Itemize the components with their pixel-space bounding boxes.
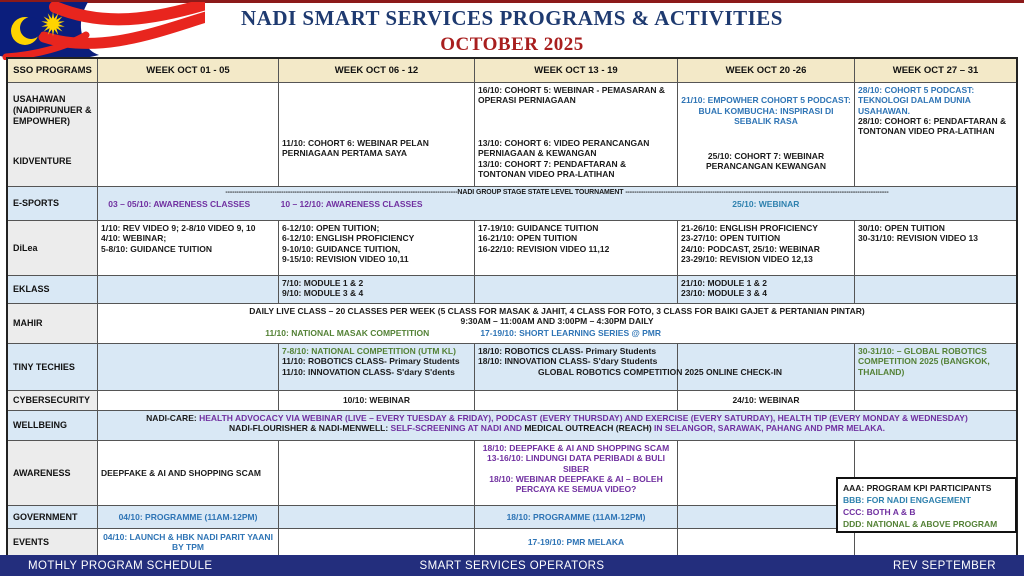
cell-eklass-w5 <box>855 276 1016 304</box>
footer-bar <box>0 555 1024 576</box>
row-label-kidventure: KIDVENTURE <box>8 136 98 187</box>
schedule-text: 9/10: MODULE 3 & 4 <box>282 288 364 299</box>
schedule-text: 18/10: WEBINAR DEEPFAKE & AI – BOLEH PERCAYA KE SEMUA VIDEO? <box>489 474 663 495</box>
cell-tinytechies-w5 <box>855 344 1016 391</box>
schedule-line <box>101 306 1013 316</box>
schedule-line <box>478 159 674 180</box>
schedule-text: 21-26/10: ENGLISH PROFICIENCY <box>681 223 818 233</box>
schedule-text: 9:30AM – 11:00AM AND 3:00PM – 4:30PM DAILY <box>460 316 654 327</box>
schedule-text: 1/10: REV VIDEO 9; 2-8/10 VIDEO 9, 10 <box>101 223 256 233</box>
schedule-text: 7/10: MODULE 1 & 2 <box>282 278 364 288</box>
table-header-row <box>8 59 1016 83</box>
schedule-line <box>101 316 1013 326</box>
page-subtitle-month: OCTOBER 2025 <box>440 34 584 55</box>
schedule-text: 13-16/10: LINDUNGI DATA PERIBADI & BULI SIBER <box>487 453 665 474</box>
schedule-text: 28/10: COHORT 5 PODCAST: TEKNOLOGI DALAM DUNIA USAHAWAN. <box>858 85 975 116</box>
schedule-line <box>282 244 471 254</box>
schedule-text: NADI-CARE: <box>146 413 200 423</box>
schedule-line <box>282 233 471 243</box>
schedule-line <box>478 346 674 356</box>
schedule-line <box>681 151 851 172</box>
schedule-line <box>681 278 851 288</box>
schedule-text: DAILY LIVE CLASS – 20 CLASSES PER WEEK (5 CLASS FOR MASAK & JAHIT, 4 CLASS FOR FOTO, 3 CLASS FOR BAIKI GAJET & PERTANIAN PINTAR) <box>249 306 865 316</box>
schedule-text: 6-12/10: ENGLISH PROFICIENCY <box>282 233 415 244</box>
schedule-text: 9-15/10: REVISION VIDEO 10,11 <box>282 254 409 265</box>
schedule-line <box>681 233 851 243</box>
schedule-line <box>681 244 851 254</box>
schedule-text: 6-12/10: OPEN TUITION; <box>282 223 380 233</box>
schedule-line <box>858 233 1013 243</box>
cell-usahawan-w1 <box>98 83 279 140</box>
header <box>0 6 1024 56</box>
schedule-line <box>101 423 1013 433</box>
schedule-text: 30-31/10: – GLOBAL ROBOTICS COMPETITION 2025 (BANGKOK, THAILAND) <box>858 346 990 377</box>
schedule-text: 7-8/10: NATIONAL COMPETITION (UTM KL) <box>282 346 456 356</box>
legend-line-3: DDD: NATIONAL & ABOVE PROGRAM <box>843 519 998 529</box>
row-mahir <box>8 304 1016 344</box>
schedule-line <box>101 468 275 478</box>
schedule-text: 25/10: COHORT 7: WEBINAR PERANCANGAN KEWANGAN <box>706 150 826 171</box>
schedule-item: 10 – 12/10: AWARENESS CLASSES <box>280 198 423 209</box>
schedule-text: 30-31/10: REVISION VIDEO 13 <box>858 233 978 244</box>
cell-eklass-w3 <box>475 276 678 304</box>
row-label-mahir: MAHIR <box>8 304 98 344</box>
row-wellbeing <box>8 411 1016 441</box>
schedule-text: 18/10: PROGRAMME (11AM-12PM) <box>506 511 646 522</box>
schedule-text: GLOBAL ROBOTICS COMPETITION 2025 ONLINE CHECK-IN <box>538 366 783 377</box>
row-dilea <box>8 221 1016 276</box>
cell-kidventure-w1 <box>98 136 279 187</box>
schedule-line <box>282 395 471 405</box>
schedule-line <box>478 233 674 243</box>
footer-right-text: REV SEPTEMBER <box>893 559 996 572</box>
row-label-dilea: DiLea <box>8 221 98 276</box>
schedule-line <box>478 443 674 453</box>
cell-mahir-span <box>98 304 1016 344</box>
schedule-text: MEDICAL OUTREACH (REACH) <box>524 423 655 434</box>
schedule-text: 23-27/10: OPEN TUITION <box>681 233 781 244</box>
schedule-item: 25/10: WEBINAR <box>732 198 800 209</box>
schedule-line <box>858 85 1013 116</box>
header-week-1: WEEK OCT 01 - 05 <box>98 59 279 83</box>
schedule-text: 23-29/10: REVISION VIDEO 12,13 <box>681 254 813 265</box>
schedule-line <box>478 85 674 106</box>
schedule-text: 11/10: COHORT 6: WEBINAR PELAN PERNIAGAAN PERTAMA SAYA <box>282 138 429 159</box>
cell-government-w3 <box>475 506 678 529</box>
cell-events-w2 <box>279 529 475 555</box>
cell-eklass-w4 <box>678 276 855 304</box>
schedule-text: 18/10: ROBOTICS CLASS- Primary Students <box>478 346 657 356</box>
cell-tinytechies-w1 <box>98 344 279 391</box>
schedule-line <box>282 278 471 288</box>
schedule-line <box>101 512 275 522</box>
schedule-text: 24/10: WEBINAR <box>732 395 800 406</box>
row-tinytechies <box>8 344 1016 391</box>
cell-kidventure-w3 <box>475 136 678 187</box>
schedule-text: --------------------------------------------------------------------------------------------------------NADI GROUP STAGE STATE LEVEL TOURNAMENT ---------------------------------------------------------------------------------------------------------------------- <box>225 189 889 196</box>
header-week-2: WEEK OCT 06 - 12 <box>279 59 475 83</box>
schedule-text: 24/10: PODCAST, 25/10: WEBINAR <box>681 243 820 254</box>
header-sso-programs: SSO PROGRAMS <box>8 59 98 83</box>
cell-eklass-w1 <box>98 276 279 304</box>
schedule-text: 04/10: LAUNCH & HBK NADI PARIT YAANI BY TPM <box>103 531 273 552</box>
schedule-line <box>538 366 783 377</box>
cell-dilea-w1 <box>98 221 279 276</box>
schedule-line <box>101 532 275 553</box>
row-label-usahawan: USAHAWAN (NADIPRUNUER & EMPOWHER) <box>8 83 98 140</box>
cell-tinytechies-w3 <box>475 344 783 391</box>
cell-dilea-w2 <box>279 221 475 276</box>
cell-awareness-w1 <box>98 441 279 506</box>
row-label-wellbeing: WELLBEING <box>8 411 98 441</box>
schedule-text: HEALTH ADVOCACY VIA WEBINAR (LIVE – EVERY TUESDAY & FRIDAY), PODCAST (EVERY THURSDAY) AND EXERCISE (EVERY SATURDAY), HEALTH TIP (EVERY MONDAY & WEDNESDAY) <box>199 413 968 423</box>
row-label-events: EVENTS <box>8 529 98 555</box>
cell-cybersecurity-w1 <box>98 391 279 411</box>
page-title: NADI SMART SERVICES PROGRAMS & ACTIVITIES <box>241 6 783 30</box>
schedule-line <box>858 346 1013 377</box>
schedule-text: 21/10: EMPOWHER COHORT 5 PODCAST: BUAL KOMBUCHA: INSPIRASI DI SEBALIK RASA <box>681 95 851 127</box>
schedule-line <box>478 537 674 547</box>
schedule-text: 5-8/10: GUIDANCE TUITION <box>101 243 212 254</box>
schedule-text: 4/10: WEBINAR; <box>101 233 167 244</box>
schedule-text: 18/10: INNOVATION CLASS- S'dary Students <box>478 356 658 367</box>
cell-kidventure-w5 <box>855 136 1016 187</box>
legend-line-2: CCC: BOTH A & B <box>843 507 916 517</box>
cell-usahawan-w3 <box>475 83 678 140</box>
row-usahawan <box>8 83 1016 136</box>
cell-usahawan-w2 <box>279 83 475 140</box>
schedule-text: IN SELANGOR, SARAWAK, PAHANG AND PMR MELAKA. <box>654 423 885 434</box>
schedule-text: 13/10: COHORT 6: VIDEO PERANCANGAN PERNIAGAAN & KEWANGAN <box>478 138 650 159</box>
footer-center-text: SMART SERVICES OPERATORS <box>419 559 605 572</box>
schedule-text: 13/10: COHORT 7: PENDAFTARAN & TONTONAN VIDEO PRA-LATIHAN <box>478 158 627 180</box>
schedule-text: 04/10: PROGRAMME (11AM-12PM) <box>118 511 258 522</box>
schedule-line <box>681 95 851 126</box>
cell-government-w2 <box>279 506 475 529</box>
header-week-4: WEEK OCT 20 -26 <box>678 59 855 83</box>
schedule-text: DEEPFAKE & AI AND SHOPPING SCAM <box>101 467 261 478</box>
schedule-text: 18/10: DEEPFAKE & AI AND SHOPPING SCAM <box>482 443 670 453</box>
schedule-item: 11/10: NATIONAL MASAK COMPETITION <box>265 327 430 338</box>
schedule-line <box>282 346 471 356</box>
row-label-esports: E-SPORTS <box>8 187 98 221</box>
footer-left-text: MOTHLY PROGRAM SCHEDULE <box>28 559 213 572</box>
schedule-line <box>858 223 1013 233</box>
schedule-line <box>681 223 851 233</box>
schedule-line <box>478 474 674 495</box>
legend-line-0: AAA: PROGRAM KPI PARTICIPANTS <box>843 483 992 493</box>
cell-dilea-w5 <box>855 221 1016 276</box>
schedule-line <box>282 367 471 377</box>
cell-events-w1 <box>98 529 279 555</box>
cell-dilea-w3 <box>475 221 678 276</box>
schedule-line <box>101 244 275 254</box>
cell-cybersecurity-w5 <box>855 391 1016 411</box>
cell-awareness-w3 <box>475 441 678 506</box>
schedule-text: 28/10: COHORT 6: PENDAFTARAN & TONTONAN VIDEO PRA-LATIHAN <box>858 116 1007 137</box>
schedule-line <box>101 199 1013 211</box>
cell-dilea-w4 <box>678 221 855 276</box>
schedule-item: 17-19/10: SHORT LEARNING SERIES @ PMR <box>480 327 662 338</box>
schedule-text: 17-19/10: PMR MELAKA <box>527 536 625 547</box>
row-kidventure <box>8 136 1016 187</box>
schedule-line <box>681 288 851 298</box>
cell-events-w3 <box>475 529 678 555</box>
schedule-line <box>282 138 471 159</box>
cell-government-w1 <box>98 506 279 529</box>
schedule-line <box>478 356 674 366</box>
row-label-cybersecurity: CYBERSECURITY <box>8 391 98 411</box>
cell-cybersecurity-w4 <box>678 391 855 411</box>
schedule-text: 16-22/10: REVISION VIDEO 11,12 <box>478 243 610 254</box>
cell-kidventure-w4 <box>678 136 855 187</box>
schedule-line <box>101 189 1013 198</box>
schedule-line <box>478 453 674 474</box>
schedule-line <box>101 223 275 233</box>
schedule-text: 9-10/10: GUIDANCE TUITION, <box>282 243 401 254</box>
schedule-text: 21/10: MODULE 1 & 2 <box>681 278 767 288</box>
row-esports <box>8 187 1016 221</box>
cell-usahawan-w5 <box>855 83 1016 140</box>
cell-esports-span <box>98 187 1016 221</box>
cell-kidventure-w2 <box>279 136 475 187</box>
cell-tinytechies-w2 <box>279 344 475 391</box>
schedule-line <box>478 512 674 522</box>
schedule-item: 03 – 05/10: AWARENESS CLASSES <box>108 198 251 209</box>
schedule-text: 11/10: ROBOTICS CLASS- Primary Students <box>282 356 460 367</box>
schedule-line <box>478 244 674 254</box>
header-week-3: WEEK OCT 13 - 19 <box>475 59 678 83</box>
header-week-5: WEEK OCT 27 – 31 <box>855 59 1016 83</box>
schedule-text: NADI-FLOURISHER & NADI-MENWELL: <box>229 423 391 434</box>
cell-cybersecurity-w3 <box>475 391 678 411</box>
schedule-line <box>101 328 1013 340</box>
schedule-text: 23/10: MODULE 3 & 4 <box>681 288 767 299</box>
cell-awareness-w4 <box>678 441 855 506</box>
schedule-text: SELF-SCREENING AT NADI AND <box>390 423 525 434</box>
row-label-eklass: EKLASS <box>8 276 98 304</box>
schedule-line <box>101 413 1013 423</box>
schedule-text: 10/10: WEBINAR <box>342 395 411 406</box>
row-label-tinytechies: TINY TECHIES <box>8 344 98 391</box>
schedule-line <box>681 395 851 405</box>
row-label-government: GOVERNMENT <box>8 506 98 529</box>
legend-line-1: BBB: FOR NADI ENGAGEMENT <box>843 495 971 505</box>
cell-cybersecurity-w2 <box>279 391 475 411</box>
cell-wellbeing-span <box>98 411 1016 441</box>
legend-box <box>836 477 1017 533</box>
schedule-text: 11/10: INNOVATION CLASS- S'dary S'dents <box>282 366 455 377</box>
schedule-line <box>282 223 471 233</box>
schedule-line <box>282 254 471 264</box>
schedule-line <box>282 288 471 298</box>
row-eklass <box>8 276 1016 304</box>
schedule-line <box>101 233 275 243</box>
row-cybersecurity <box>8 391 1016 411</box>
schedule-text: 30/10: OPEN TUITION <box>858 223 945 233</box>
row-label-awareness: AWARENESS <box>8 441 98 506</box>
cell-events-w4 <box>678 529 855 555</box>
schedule-line <box>478 138 674 159</box>
schedule-line <box>478 223 674 233</box>
cell-usahawan-w4 <box>678 83 855 140</box>
schedule-line <box>858 116 1013 137</box>
schedule-line <box>681 254 851 264</box>
schedule-text: 16/10: COHORT 5: WEBINAR - PEMASARAN & OPERASI PERNIAGAAN <box>478 85 666 106</box>
schedule-line <box>282 356 471 366</box>
schedule-text: 17-19/10: GUIDANCE TUITION <box>478 223 599 233</box>
cell-awareness-w2 <box>279 441 475 506</box>
cell-government-w4 <box>678 506 855 529</box>
cell-eklass-w2 <box>279 276 475 304</box>
schedule-text: 16-21/10: OPEN TUITION <box>478 233 578 244</box>
